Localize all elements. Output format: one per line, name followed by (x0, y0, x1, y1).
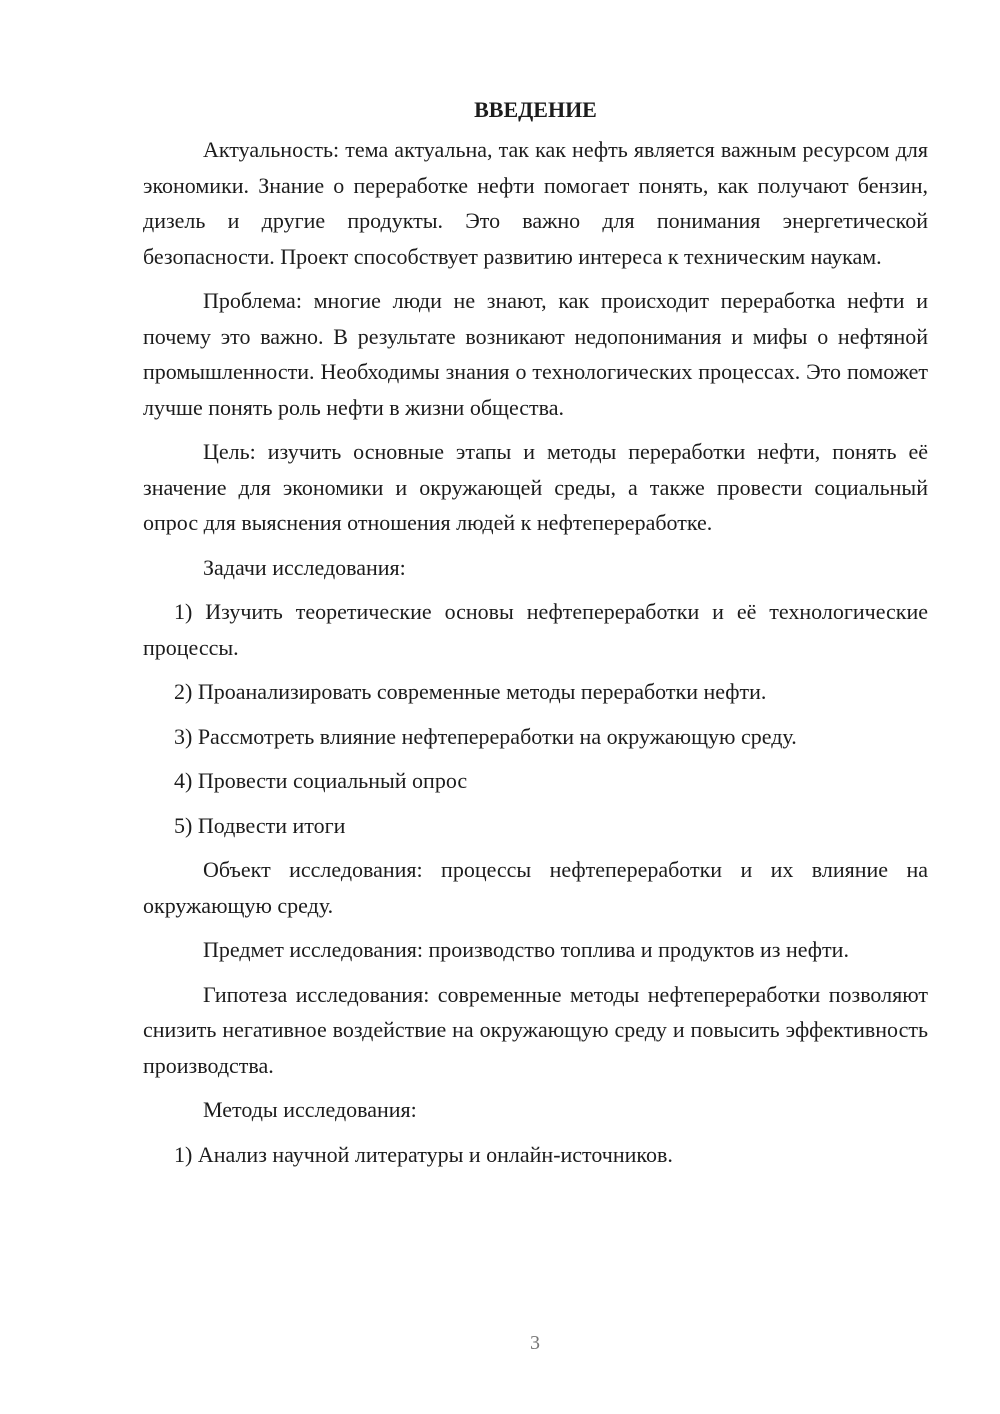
section-heading: ВВЕДЕНИЕ (474, 97, 597, 122)
methods-heading: Методы исследования: (203, 1097, 417, 1122)
page-number: 3 (530, 1332, 540, 1354)
method-item: 1) Анализ научной литературы и онлайн-источников. (174, 1141, 673, 1167)
problem-paragraph: Проблема: многие люди не знают, как происходит переработка нефти и почему это важно. В результате возникают недопонимания и мифы о нефтяной промышленности. Необходимы знания о технологических процессах. Это поможет лучше понять роль нефти в жизни общества. (143, 288, 928, 420)
tasks-heading: Задачи исследования: (203, 554, 406, 580)
task-item: 3) Рассмотреть влияние нефтепереработки на окружающую среду. (174, 723, 797, 749)
goal-paragraph: Цель: изучить основные этапы и методы переработки нефти, понять её значение для экономики и окружающей среды, а также провести социальный опрос для выяснения отношения людей к нефтепереработке. (143, 439, 928, 535)
object-paragraph: Объект исследования: процессы нефтепереработки и их влияние на окружающую среду. (143, 857, 928, 918)
task-item: 1) Изучить теоретические основы нефтепереработки и её технологические процессы. (143, 599, 928, 660)
relevance-paragraph: Актуальность: тема актуальна, так как нефть является важным ресурсом для экономики. Знание о переработке нефти помогает понять, как получают бензин, дизель и другие продукты. Это важно для понимания энергетической безопасности. Проект способствует развитию интереса к техническим наукам. (143, 137, 928, 269)
task-item: 2) Проанализировать современные методы переработки нефти. (174, 679, 767, 704)
subject-paragraph: Предмет исследования: производство топлива и продуктов из нефти. (203, 937, 849, 962)
hypothesis-paragraph: Гипотеза исследования: современные методы нефтепереработки позволяют снизить негативное воздействие на окружающую среду и повысить эффективность производства. (143, 981, 928, 1078)
document-page (143, 92, 928, 1181)
task-item: 4) Провести социальный опрос (174, 768, 468, 793)
task-item: 5) Подвести итоги (174, 812, 346, 838)
